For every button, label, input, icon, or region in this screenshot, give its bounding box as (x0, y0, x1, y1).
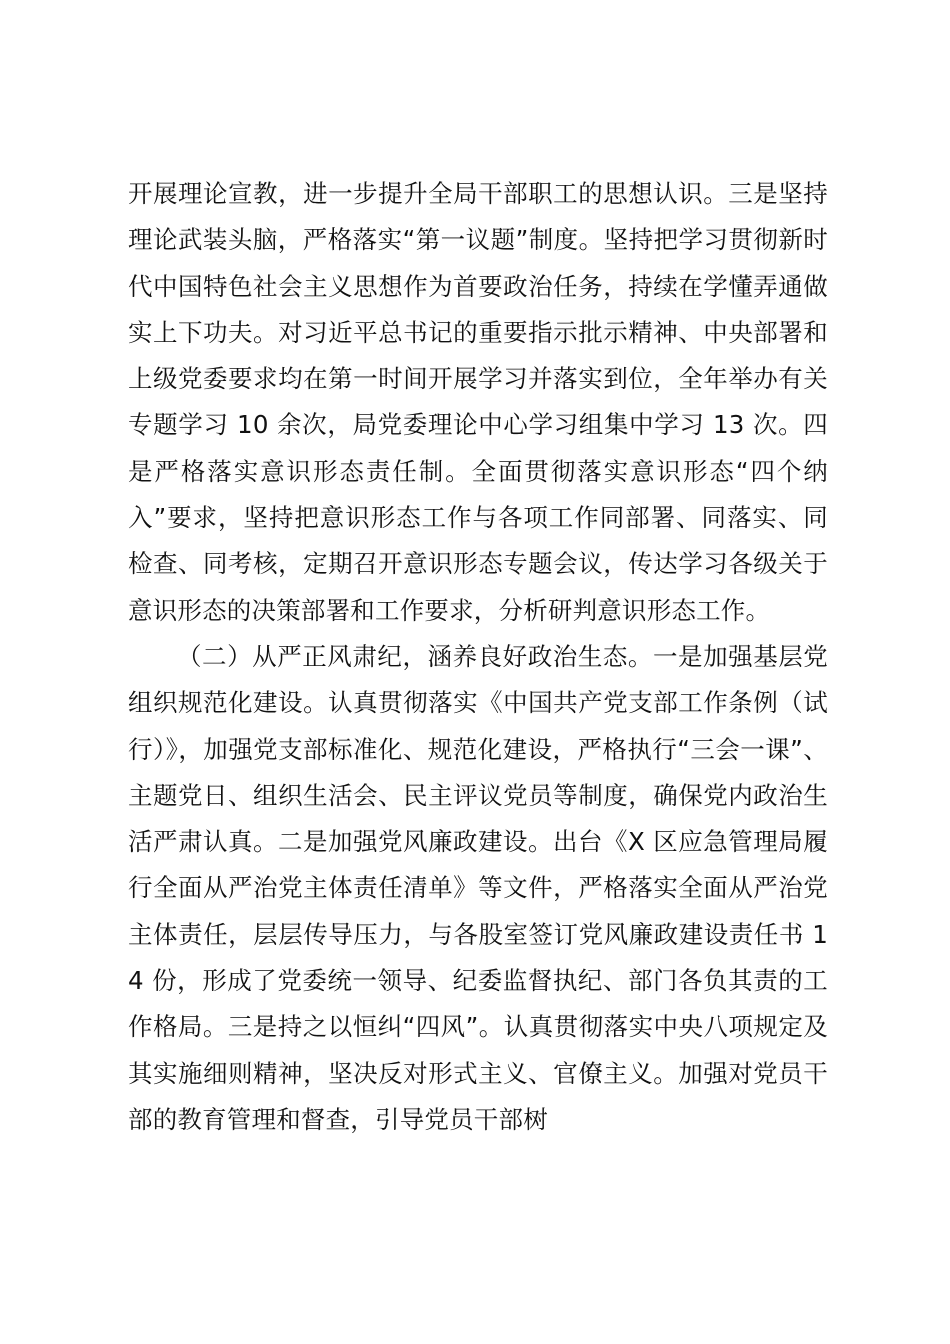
body-paragraph-2: （二）从严正风肃纪，涵养良好政治生态。一是加强基层党组织规范化建设。认真贯彻落实《中国共产党支部工作条例（试行）》，加强党支部标准化、规范化建设，严格执行“三会一课”、主题党日、组织生活会、民主评议党员等制度，确保党内政治生活严肃认真。二是加强党风廉政建设。出台《X 区应急管理局履行全面从严治党主体责任清单》等文件，严格落实全面从严治党主体责任，层层传导压力，与各股室签订党风廉政建设责任书 14 份，形成了党委统一领导、纪委监督执纪、部门各负其责的工作格局。三是持之以恒纠“四风”。认真贯彻落实中央八项规定及其实施细则精神，坚决反对形式主义、官僚主义。加强对党员干部的教育管理和督查，引导党员干部树 (128, 641, 828, 1134)
body-paragraph-1: 开展理论宣教，进一步提升全局干部职工的思想认识。三是坚持理论武装头脑，严格落实“第一议题”制度。坚持把学习贯彻新时代中国特色社会主义思想作为首要政治任务，持续在学懂弄通做实上下功夫。对习近平总书记的重要指示批示精神、中央部署和上级党委要求均在第一时间开展学习并落实到位，全年举办有关专题学习 10 余次，局党委理论中心学习组集中学习 13 次。四是严格落实意识形态责任制。全面贯彻落实意识形态“四个纳入”要求，坚持把意识形态工作与各项工作同部署、同落实、同检查、同考核，定期召开意识形态专题会议，传达学习各级关于意识形态的决策部署和工作要求，分析研判意识形态工作。 (128, 179, 828, 625)
document-body (128, 171, 828, 1143)
